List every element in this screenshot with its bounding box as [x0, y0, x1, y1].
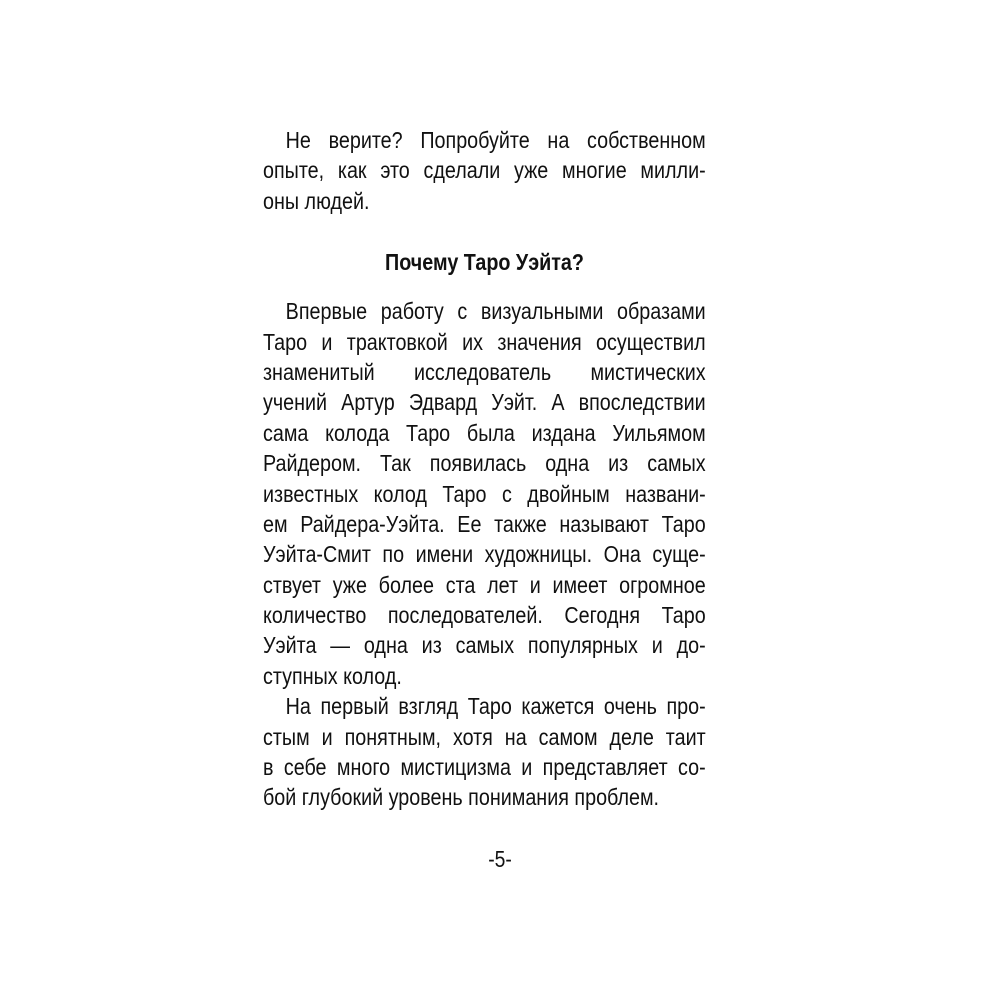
- text-line: оны людей.: [263, 187, 370, 214]
- text-line: опыте, как это сделали уже многие милли-: [263, 157, 706, 184]
- text-block: [263, 125, 706, 813]
- page-number-text: -5-: [488, 846, 512, 872]
- section-heading: Почему Таро Уэйта?: [385, 249, 584, 276]
- paragraph-2: [263, 691, 706, 813]
- text-line: бой глубокий уровень понимания проблем.: [263, 784, 660, 811]
- text-line: стым и понятным, хотя на самом деле таит: [263, 723, 706, 750]
- text-line: Райдером. Так появилась одна из самых: [263, 450, 706, 477]
- text-line: ствует уже более ста лет и имеет огромное: [263, 571, 706, 598]
- text-line: Не верите? Попробуйте на собственном: [285, 127, 706, 153]
- text-line: Уэйта-Смит по имени художницы. Она суще-: [263, 541, 706, 568]
- text-line: количество последователей. Сегодня Таро: [263, 602, 706, 629]
- intro-paragraph: [263, 125, 706, 216]
- paragraph-1: [263, 296, 706, 691]
- text-line: в себе много мистицизма и представляет со-: [263, 754, 706, 781]
- text-line: ем Райдера-Уэйта. Ее также называют Таро: [263, 510, 706, 537]
- text-line: сама колода Таро была издана Уильямом: [263, 419, 706, 446]
- text-line: Впервые работу с визуальными образами: [285, 298, 706, 325]
- text-line: На первый взгляд Таро кажется очень про-: [285, 693, 706, 720]
- text-line: известных колод Таро с двойным названи-: [263, 480, 706, 507]
- page-number: [0, 845, 1000, 873]
- text-line: знаменитый исследователь мистических: [263, 358, 706, 385]
- text-line: Таро и трактовкой их значения осуществил: [263, 328, 706, 355]
- text-line: учений Артур Эдвард Уэйт. А впоследствии: [263, 389, 706, 416]
- text-line: Уэйта — одна из самых популярных и до-: [263, 632, 706, 659]
- text-line: ступных колод.: [263, 662, 402, 689]
